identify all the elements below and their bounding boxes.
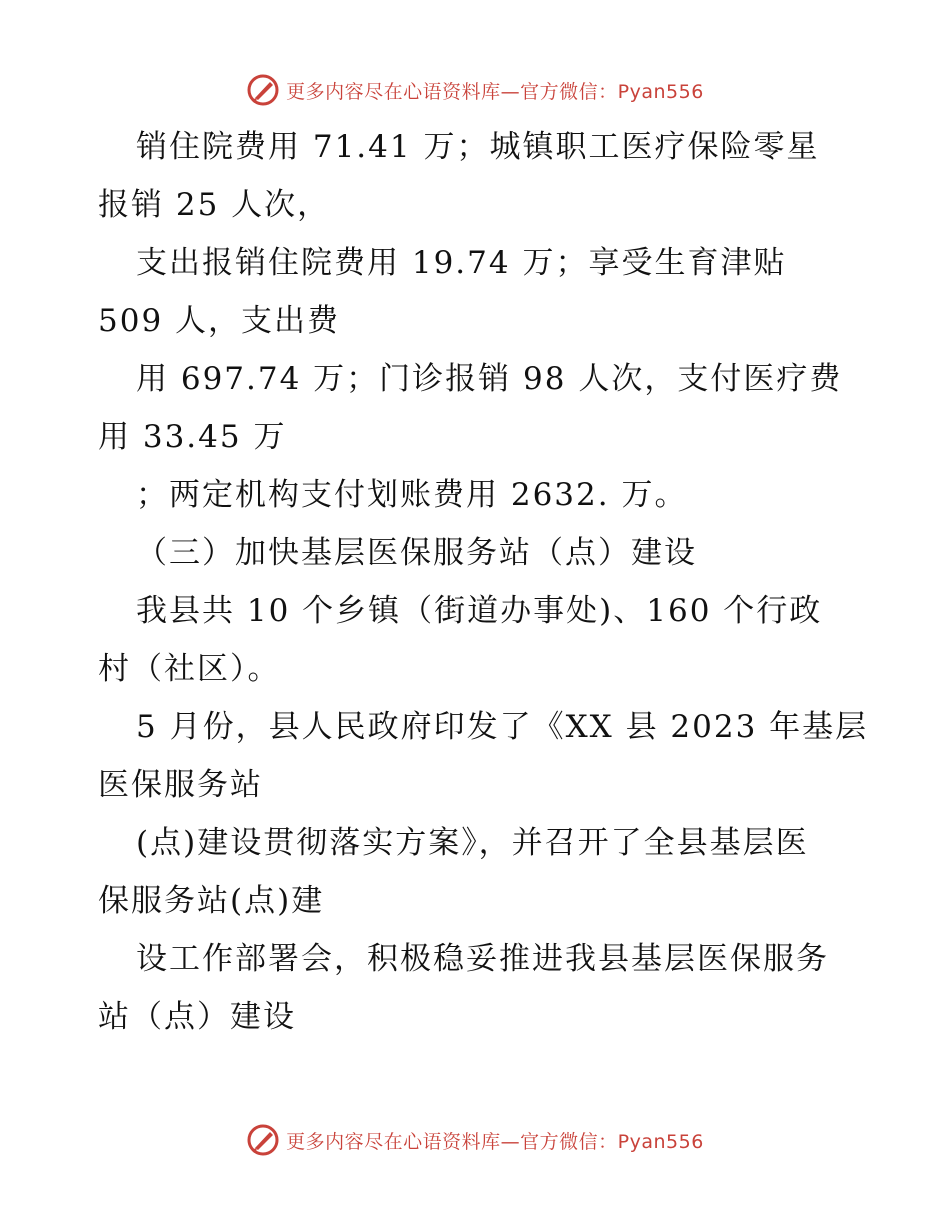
section-heading: （三）加快基层医保服务站（点）建设 [136, 535, 697, 571]
watermark-text: 更多内容尽在心语资料库—官方微信：Pyan556 [286, 80, 704, 103]
text-line: 支出报销住院费用 19.74 万；享受生育津贴 [136, 245, 787, 281]
header-watermark [0, 70, 950, 110]
text-line: 报销 25 人次， [98, 187, 331, 223]
text-line: 站（点）建设 [98, 999, 296, 1035]
text-line: 用 33.45 万 [98, 419, 287, 455]
quill-pen-logo-icon [246, 73, 280, 107]
text-line: 医保服务站 [98, 767, 263, 803]
text-line: 销住院费用 71.41 万；城镇职工医疗保险零星 [136, 129, 820, 165]
text-line: ；两定机构支付划账费用 2632. 万。 [136, 477, 688, 513]
text-line: 509 人，支出费 [98, 303, 341, 339]
text-line: 用 697.74 万；门诊报销 98 人次，支付医疗费 [136, 361, 843, 397]
watermark-text: 更多内容尽在心语资料库—官方微信：Pyan556 [286, 1130, 704, 1153]
text-line: 5 月份，县人民政府印发了《XX 县 2023 年基层 [136, 709, 869, 745]
text-line: (点)建设贯彻落实方案》，并召开了全县基层医 [136, 825, 809, 861]
text-line: 我县共 10 个乡镇（街道办事处)、160 个行政 [136, 593, 823, 629]
text-line: 保服务站(点)建 [98, 883, 325, 919]
text-line: 设工作部署会，积极稳妥推进我县基层医保服务 [136, 941, 829, 977]
quill-pen-logo-icon [246, 1123, 280, 1157]
text-line: 村（社区）。 [98, 651, 281, 687]
footer-watermark [0, 1120, 950, 1160]
body-text [98, 118, 869, 1046]
